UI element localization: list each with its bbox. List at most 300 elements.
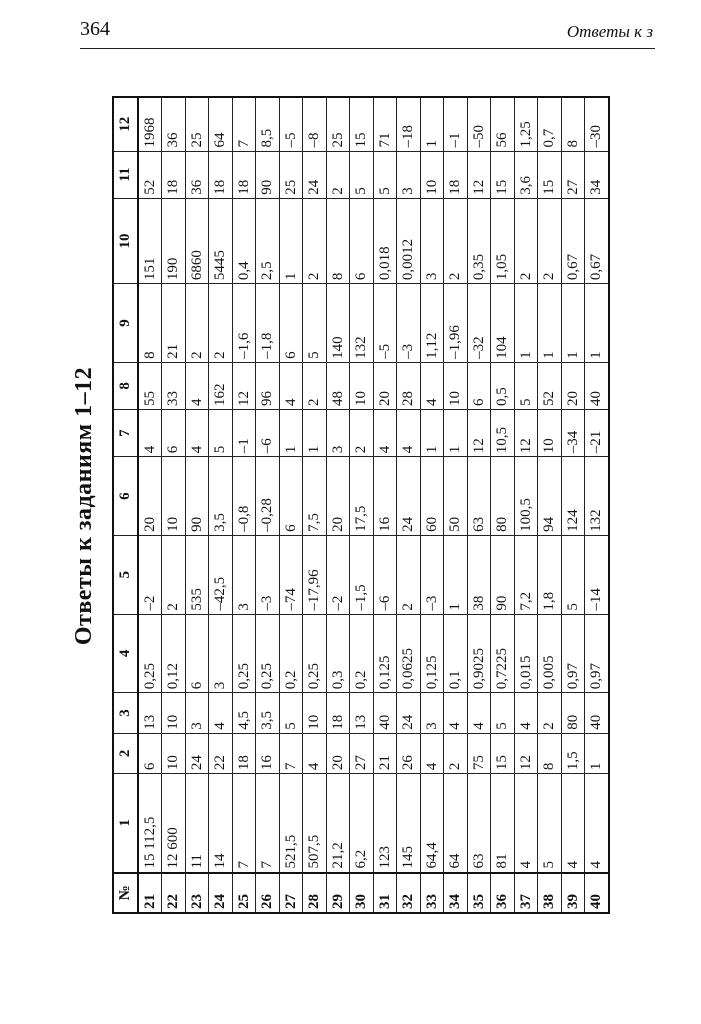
answer-cell: 10 <box>162 693 186 733</box>
table-row <box>326 97 350 913</box>
answer-cell: 56 <box>491 97 515 151</box>
answer-cell: –0,28 <box>256 457 280 536</box>
answer-cell: 34 <box>585 151 609 198</box>
answer-cell: 0,9025 <box>467 614 491 693</box>
answer-cell: 63 <box>467 774 491 873</box>
answer-cell: 4 <box>585 774 609 873</box>
answer-cell: –1,96 <box>444 284 468 363</box>
answer-cell: 8 <box>538 733 562 773</box>
answer-cell: 40 <box>585 362 609 409</box>
answer-cell: 21,2 <box>326 774 350 873</box>
answer-cell: –6 <box>373 535 397 614</box>
answer-cell: 16 <box>256 733 280 773</box>
answer-cell: 0,7 <box>538 97 562 151</box>
answer-cell: 13 <box>350 693 374 733</box>
answer-cell: 2 <box>514 198 538 283</box>
answer-cell: 2 <box>397 535 421 614</box>
answer-cell: –0,8 <box>232 457 256 536</box>
table-row <box>585 97 609 913</box>
answer-cell: –17,96 <box>303 535 327 614</box>
rotated-table-content <box>66 96 631 916</box>
answer-cell: 0,125 <box>373 614 397 693</box>
answer-cell: 75 <box>467 733 491 773</box>
answer-cell: 11 <box>185 774 209 873</box>
table-row <box>256 97 280 913</box>
answer-cell: 15 <box>538 151 562 198</box>
answer-cell: 8 <box>326 198 350 283</box>
table-row <box>279 97 303 913</box>
table-row <box>561 97 585 913</box>
answer-cell: 90 <box>491 535 515 614</box>
row-number-cell: 25 <box>232 873 256 913</box>
answer-cell: 6 <box>279 284 303 363</box>
answer-cell: 20 <box>561 362 585 409</box>
answer-cell: 4 <box>373 410 397 457</box>
row-number-cell: 39 <box>561 873 585 913</box>
answer-cell: 1 <box>538 284 562 363</box>
answer-cell: –2 <box>326 535 350 614</box>
answer-cell: 6860 <box>185 198 209 283</box>
answer-cell: –3 <box>397 284 421 363</box>
answer-cell: 0,2 <box>350 614 374 693</box>
answer-cell: 18 <box>444 151 468 198</box>
row-number-cell: 22 <box>162 873 186 913</box>
answer-cell: 48 <box>326 362 350 409</box>
answer-cell: 3,5 <box>209 457 233 536</box>
answer-cell: 25 <box>326 97 350 151</box>
answer-cell: 20 <box>373 362 397 409</box>
answer-cell: 2 <box>209 284 233 363</box>
answer-cell: 1 <box>514 284 538 363</box>
answer-cell: 5 <box>561 535 585 614</box>
row-number-cell: 34 <box>444 873 468 913</box>
answer-cell: 5 <box>209 410 233 457</box>
answer-cell: 3 <box>397 151 421 198</box>
answer-cell: 0,25 <box>303 614 327 693</box>
column-header-task-3: 3 <box>113 693 138 733</box>
answer-cell: –34 <box>561 410 585 457</box>
answer-cell: 20 <box>326 733 350 773</box>
row-number-cell: 27 <box>279 873 303 913</box>
table-row <box>350 97 374 913</box>
answer-cell: 0,67 <box>585 198 609 283</box>
answer-cell: 4 <box>420 733 444 773</box>
answer-cell: 4 <box>397 410 421 457</box>
answer-cell: 145 <box>397 774 421 873</box>
answer-cell: 5 <box>350 151 374 198</box>
answer-cell: 90 <box>185 457 209 536</box>
answer-cell: 4,5 <box>232 693 256 733</box>
answer-cell: 0,2 <box>279 614 303 693</box>
answer-cell: 3 <box>420 693 444 733</box>
row-number-cell: 38 <box>538 873 562 913</box>
answer-cell: 71 <box>373 97 397 151</box>
answer-cell: 10 <box>420 151 444 198</box>
answer-cell: 50 <box>444 457 468 536</box>
answer-cell: 21 <box>373 733 397 773</box>
answer-cell: 3 <box>326 410 350 457</box>
row-number-cell: 21 <box>138 873 162 913</box>
header-row <box>113 97 138 913</box>
row-number-cell: 28 <box>303 873 327 913</box>
answer-cell: –42,5 <box>209 535 233 614</box>
answer-cell: 20 <box>326 457 350 536</box>
answer-cell: 0,018 <box>373 198 397 283</box>
answer-cell: 94 <box>538 457 562 536</box>
answer-cell: 4 <box>514 693 538 733</box>
column-header-task-6: 6 <box>113 457 138 536</box>
answer-cell: 4 <box>467 693 491 733</box>
answer-cell: 1,05 <box>491 198 515 283</box>
answer-cell: 64,4 <box>420 774 444 873</box>
answer-cell: 6 <box>162 410 186 457</box>
answer-cell: 12 <box>514 733 538 773</box>
answer-cell: 0,3 <box>326 614 350 693</box>
answer-cell: 13 <box>138 693 162 733</box>
answer-cell: 6 <box>185 614 209 693</box>
answer-cell: 1 <box>303 410 327 457</box>
answer-cell: 27 <box>561 151 585 198</box>
answer-cell: 5 <box>514 362 538 409</box>
column-header-task-10: 10 <box>113 198 138 283</box>
answer-cell: 28 <box>397 362 421 409</box>
row-number-cell: 33 <box>420 873 444 913</box>
column-header-task-1: 1 <box>113 774 138 873</box>
answer-cell: 4 <box>561 774 585 873</box>
answer-cell: 190 <box>162 198 186 283</box>
answer-cell: 15 <box>491 151 515 198</box>
column-header-task-5: 5 <box>113 535 138 614</box>
answer-cell: 1968 <box>138 97 162 151</box>
answer-cell: 10 <box>303 693 327 733</box>
answer-cell: 15 112,5 <box>138 774 162 873</box>
answer-cell: 14 <box>209 774 233 873</box>
answer-cell: 52 <box>538 362 562 409</box>
row-number-cell: 31 <box>373 873 397 913</box>
answer-cell: 1,8 <box>538 535 562 614</box>
answer-cell: 4 <box>420 362 444 409</box>
answer-cell: 1 <box>561 284 585 363</box>
column-header-task-12: 12 <box>113 97 138 151</box>
answer-cell: 2 <box>444 733 468 773</box>
row-number-cell: 40 <box>585 873 609 913</box>
answer-cell: 2,5 <box>256 198 280 283</box>
answer-cell: 2 <box>350 410 374 457</box>
answer-cell: 36 <box>185 151 209 198</box>
column-header-task-11: 11 <box>113 151 138 198</box>
answer-cell: 4 <box>444 693 468 733</box>
table-row <box>138 97 162 913</box>
answer-cell: 3,5 <box>256 693 280 733</box>
column-header-task-4: 4 <box>113 614 138 693</box>
answer-cell: 18 <box>232 733 256 773</box>
answer-cell: –8 <box>303 97 327 151</box>
answer-cell: 6 <box>279 457 303 536</box>
answer-cell: 7 <box>232 97 256 151</box>
answer-cell: 1,12 <box>420 284 444 363</box>
answer-cell: 124 <box>561 457 585 536</box>
answer-cell: 4 <box>185 362 209 409</box>
answer-cell: 2 <box>185 284 209 363</box>
answer-cell: 40 <box>373 693 397 733</box>
answer-cell: 8 <box>138 284 162 363</box>
answer-cell: 1,5 <box>561 733 585 773</box>
answer-cell: –1 <box>444 97 468 151</box>
answer-cell: 5445 <box>209 198 233 283</box>
row-number-cell: 23 <box>185 873 209 913</box>
answer-cell: –1,8 <box>256 284 280 363</box>
running-title: Ответы к з <box>566 22 653 41</box>
answer-cell: 7 <box>232 774 256 873</box>
answer-cell: 0,25 <box>138 614 162 693</box>
answer-cell: 2 <box>444 198 468 283</box>
answer-cell: –21 <box>585 410 609 457</box>
answer-cell: 0,015 <box>514 614 538 693</box>
answer-cell: 2 <box>538 693 562 733</box>
answer-cell: 0,35 <box>467 198 491 283</box>
answer-cell: 10 <box>162 457 186 536</box>
answer-cell: 10 <box>162 733 186 773</box>
answer-cell: 63 <box>467 457 491 536</box>
answer-cell: 1 <box>279 410 303 457</box>
answer-cell: 6 <box>467 362 491 409</box>
answer-cell: –18 <box>397 97 421 151</box>
answer-cell: 1 <box>585 733 609 773</box>
answer-cell: 1 <box>279 198 303 283</box>
table-row <box>514 97 538 913</box>
answer-cell: 12 600 <box>162 774 186 873</box>
answer-cell: 26 <box>397 733 421 773</box>
table-row <box>491 97 515 913</box>
answer-cell: 18 <box>162 151 186 198</box>
answer-cell: 2 <box>538 198 562 283</box>
answer-cell: 0,97 <box>585 614 609 693</box>
answer-cell: 0,97 <box>561 614 585 693</box>
answer-cell: 64 <box>444 774 468 873</box>
answer-cell: 55 <box>138 362 162 409</box>
answer-cell: 535 <box>185 535 209 614</box>
answer-cell: 90 <box>256 151 280 198</box>
answers-table <box>112 96 610 914</box>
row-number-cell: 36 <box>491 873 515 913</box>
answer-cell: 81 <box>491 774 515 873</box>
answer-cell: 18 <box>326 693 350 733</box>
answer-cell: 5 <box>491 693 515 733</box>
page-number: 364 <box>80 18 110 40</box>
answer-cell: –3 <box>256 535 280 614</box>
answer-cell: 0,125 <box>420 614 444 693</box>
answer-cell: 3,6 <box>514 151 538 198</box>
answer-cell: 18 <box>209 151 233 198</box>
table-row <box>209 97 233 913</box>
answer-cell: 24 <box>397 693 421 733</box>
table-row <box>420 97 444 913</box>
row-number-cell: 26 <box>256 873 280 913</box>
answer-cell: –6 <box>256 410 280 457</box>
answer-cell: 123 <box>373 774 397 873</box>
answer-cell: 40 <box>585 693 609 733</box>
answer-cell: 4 <box>303 733 327 773</box>
answer-cell: –3 <box>420 535 444 614</box>
answer-cell: 16 <box>373 457 397 536</box>
answer-cell: 12 <box>514 410 538 457</box>
answer-cell: 25 <box>279 151 303 198</box>
answer-cell: 5 <box>538 774 562 873</box>
answer-cell: –1,5 <box>350 535 374 614</box>
answer-cell: –5 <box>279 97 303 151</box>
row-number-cell: 37 <box>514 873 538 913</box>
table-row <box>538 97 562 913</box>
answer-cell: 10 <box>444 362 468 409</box>
answer-cell: 521,5 <box>279 774 303 873</box>
answer-cell: 33 <box>162 362 186 409</box>
answer-cell: 1 <box>420 97 444 151</box>
answer-cell: 18 <box>232 151 256 198</box>
answer-cell: 0,25 <box>256 614 280 693</box>
answer-cell: 4 <box>279 362 303 409</box>
answer-cell: 21 <box>162 284 186 363</box>
answer-cell: 0,12 <box>162 614 186 693</box>
answer-cell: 24 <box>397 457 421 536</box>
answer-cell: 10,5 <box>491 410 515 457</box>
answer-cell: 104 <box>491 284 515 363</box>
answer-cell: 64 <box>209 97 233 151</box>
answer-cell: 1 <box>585 284 609 363</box>
answer-cell: 3 <box>232 535 256 614</box>
header-rule <box>80 48 655 49</box>
answer-cell: 162 <box>209 362 233 409</box>
table-title: Ответы к заданиям 1–12 <box>71 366 97 646</box>
answer-cell: 17,5 <box>350 457 374 536</box>
answer-cell: 6 <box>350 198 374 283</box>
answer-cell: –14 <box>585 535 609 614</box>
rotated-table-block <box>66 96 631 916</box>
answer-cell: 0,7225 <box>491 614 515 693</box>
answer-cell: 38 <box>467 535 491 614</box>
answer-cell: 0,4 <box>232 198 256 283</box>
answer-cell: 2 <box>162 535 186 614</box>
answer-cell: –2 <box>138 535 162 614</box>
table-row <box>303 97 327 913</box>
answer-cell: 132 <box>585 457 609 536</box>
answer-cell: 96 <box>256 362 280 409</box>
answer-cell: 3 <box>420 198 444 283</box>
row-number-cell: 29 <box>326 873 350 913</box>
column-header-task-2: 2 <box>113 733 138 773</box>
answer-cell: 24 <box>185 733 209 773</box>
column-header-number: № <box>113 873 138 913</box>
answer-cell: 7,2 <box>514 535 538 614</box>
answer-cell: 10 <box>538 410 562 457</box>
answer-cell: 8 <box>561 97 585 151</box>
answer-cell: 60 <box>420 457 444 536</box>
answer-cell: 4 <box>514 774 538 873</box>
table-header <box>113 97 138 913</box>
answer-cell: 0,0012 <box>397 198 421 283</box>
answer-cell: 24 <box>303 151 327 198</box>
answer-cell: 15 <box>491 733 515 773</box>
table-row <box>162 97 186 913</box>
answer-cell: 0,25 <box>232 614 256 693</box>
answer-cell: 151 <box>138 198 162 283</box>
answer-cell: 0,67 <box>561 198 585 283</box>
answer-cell: 6,2 <box>350 774 374 873</box>
answer-cell: 4 <box>209 693 233 733</box>
answer-cell: 4 <box>138 410 162 457</box>
table-row <box>232 97 256 913</box>
answer-cell: 7,5 <box>303 457 327 536</box>
answer-cell: 80 <box>491 457 515 536</box>
answer-cell: 10 <box>350 362 374 409</box>
answer-cell: 1 <box>444 410 468 457</box>
answer-cell: 1 <box>420 410 444 457</box>
answer-cell: 80 <box>561 693 585 733</box>
answer-cell: 7 <box>256 774 280 873</box>
answer-cell: 12 <box>467 410 491 457</box>
row-number-cell: 24 <box>209 873 233 913</box>
answer-cell: 0,005 <box>538 614 562 693</box>
column-header-task-7: 7 <box>113 410 138 457</box>
table-row <box>467 97 491 913</box>
row-number-cell: 30 <box>350 873 374 913</box>
answer-cell: 5 <box>303 284 327 363</box>
answer-cell: 5 <box>373 151 397 198</box>
answer-cell: –1,6 <box>232 284 256 363</box>
answer-cell: 140 <box>326 284 350 363</box>
table-row <box>185 97 209 913</box>
answer-cell: 507,5 <box>303 774 327 873</box>
answer-cell: 132 <box>350 284 374 363</box>
answer-cell: 4 <box>185 410 209 457</box>
row-number-cell: 35 <box>467 873 491 913</box>
answer-cell: 2 <box>303 362 327 409</box>
answer-cell: –74 <box>279 535 303 614</box>
answer-cell: 100,5 <box>514 457 538 536</box>
answer-cell: –32 <box>467 284 491 363</box>
answer-cell: 8,5 <box>256 97 280 151</box>
answer-cell: 20 <box>138 457 162 536</box>
row-number-cell: 32 <box>397 873 421 913</box>
answer-cell: 52 <box>138 151 162 198</box>
column-header-task-8: 8 <box>113 362 138 409</box>
answer-cell: 3 <box>209 614 233 693</box>
answer-cell: –1 <box>232 410 256 457</box>
column-header-task-9: 9 <box>113 284 138 363</box>
answer-cell: 5 <box>279 693 303 733</box>
answer-cell: 0,0625 <box>397 614 421 693</box>
answer-cell: 27 <box>350 733 374 773</box>
answer-cell: 12 <box>232 362 256 409</box>
answer-cell: 25 <box>185 97 209 151</box>
answer-cell: 2 <box>303 198 327 283</box>
answer-cell: 2 <box>326 151 350 198</box>
table-row <box>397 97 421 913</box>
answer-cell: 7 <box>279 733 303 773</box>
answer-cell: –5 <box>373 284 397 363</box>
answer-cell: 1 <box>444 535 468 614</box>
answer-cell: 15 <box>350 97 374 151</box>
answer-cell: 36 <box>162 97 186 151</box>
answer-cell: 6 <box>138 733 162 773</box>
table-body <box>138 97 609 913</box>
table-row <box>373 97 397 913</box>
answer-cell: 12 <box>467 151 491 198</box>
answer-cell: 3 <box>185 693 209 733</box>
answer-cell: –30 <box>585 97 609 151</box>
answer-cell: 22 <box>209 733 233 773</box>
answer-cell: –50 <box>467 97 491 151</box>
answer-cell: 0,5 <box>491 362 515 409</box>
